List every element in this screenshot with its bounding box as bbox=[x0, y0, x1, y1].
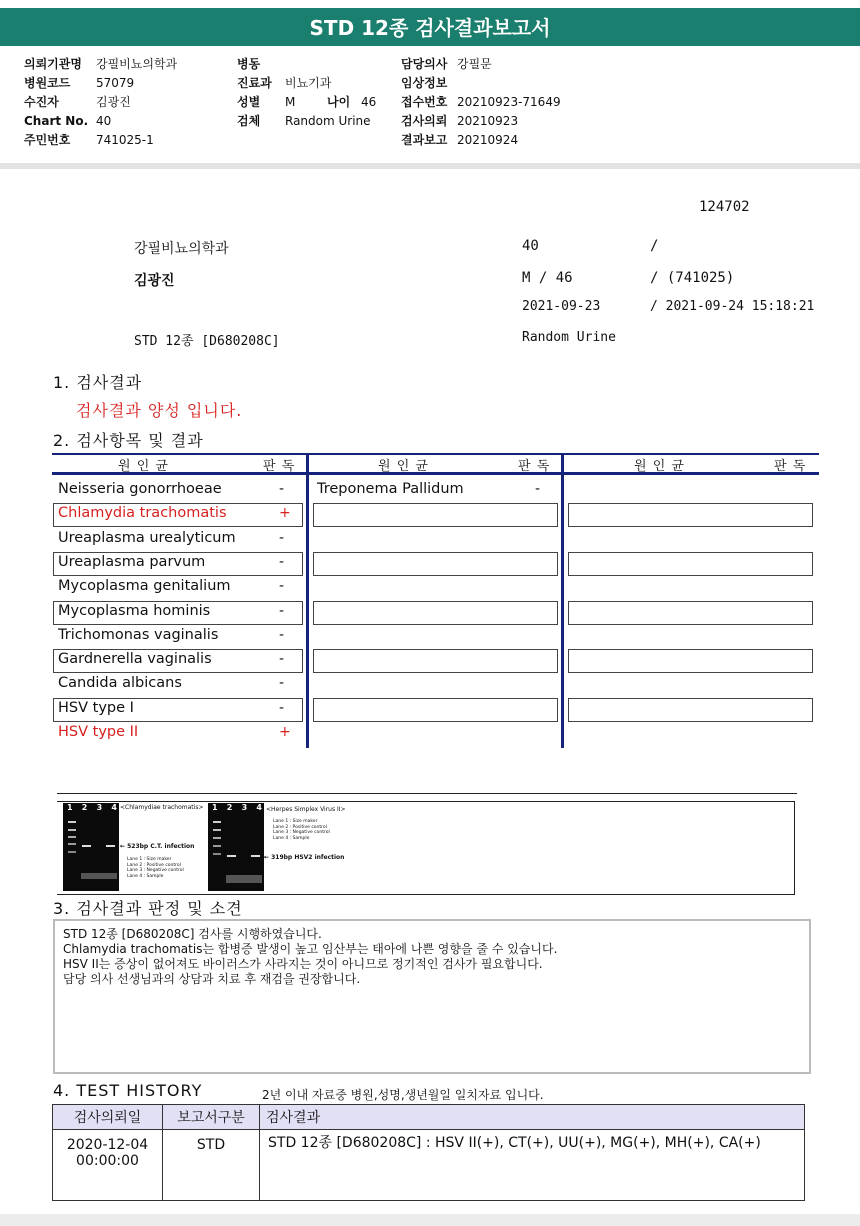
empty-result-box bbox=[313, 601, 558, 625]
history-header-result: 검사결과 bbox=[260, 1105, 805, 1130]
label-specimen: 검체 bbox=[237, 114, 261, 128]
empty-result-box bbox=[568, 601, 813, 625]
table-row bbox=[53, 1130, 805, 1201]
gel-photo-hsv2 bbox=[208, 803, 264, 891]
gel-left-lane-4: 4 bbox=[111, 803, 117, 812]
footer-bar bbox=[0, 1214, 860, 1226]
pathogen-result: + bbox=[279, 505, 291, 522]
pathogen-name: HSV type I bbox=[58, 699, 134, 716]
value-age: 46 bbox=[361, 95, 377, 109]
summary-report-datetime: / 2021-09-24 15:18:21 bbox=[650, 299, 815, 314]
history-header-date: 검사의뢰일 bbox=[53, 1105, 163, 1130]
section1-result: 검사결과 양성 입니다. bbox=[76, 401, 243, 420]
empty-result-box bbox=[313, 503, 558, 527]
gel-right-lane-2: 2 bbox=[226, 803, 233, 812]
empty-result-box bbox=[313, 698, 558, 722]
value-doctor: 강필문 bbox=[457, 57, 492, 71]
col1-header-result: 판 독 bbox=[263, 459, 296, 474]
gel-left-title: <Chlamydiae trachomatis> bbox=[120, 804, 204, 811]
report-number: 124702 bbox=[699, 199, 750, 215]
pathogen-result: - bbox=[279, 675, 285, 692]
gel-right-legend-2: Lane 2 : Positive control bbox=[273, 824, 327, 830]
empty-result-box bbox=[568, 503, 813, 527]
header-col3 bbox=[401, 55, 561, 150]
gel-right-lane-1: 1 bbox=[212, 803, 218, 812]
pathogen-name: Treponema Pallidum bbox=[317, 481, 464, 497]
pathogen-name: Chlamydia trachomatis bbox=[58, 505, 227, 522]
section2-title: 2. 검사항목 및 결과 bbox=[53, 431, 204, 450]
gel-right-legend-3: Lane 3 : Negative control bbox=[273, 830, 330, 835]
label-resident-no: 주민번호 bbox=[24, 133, 71, 147]
pathogen-name: Ureaplasma urealyticum bbox=[58, 529, 236, 546]
gel-right-legend-1: Lane 1 : Size maker bbox=[273, 819, 318, 824]
label-department: 진료과 bbox=[237, 76, 272, 90]
pathogen-result: - bbox=[279, 651, 285, 668]
history-table bbox=[52, 1104, 805, 1201]
history-time: 00:00:00 bbox=[76, 1153, 139, 1169]
value-chart-no: 40 bbox=[96, 114, 112, 128]
summary-sex-age: M / 46 bbox=[522, 270, 573, 286]
history-header-row bbox=[53, 1105, 805, 1130]
col3-header-result: 판 독 bbox=[774, 459, 807, 474]
pathogen-result: - bbox=[279, 481, 285, 497]
grid-divider-1 bbox=[306, 453, 309, 748]
gel-left-lane-2: 2 bbox=[81, 803, 88, 812]
history-type: STD bbox=[163, 1130, 260, 1201]
finding-line-3: HSV II는 증상이 없어져도 바이러스가 사라지는 것이 아니므로 정기적인 검사가 필요합니다. bbox=[63, 957, 543, 971]
history-header-type: 보고서구분 bbox=[163, 1105, 260, 1130]
pathogen-name: Trichomonas vaginalis bbox=[58, 626, 219, 643]
history-date: 2020-12-04 bbox=[66, 1137, 149, 1153]
label-report-date: 결과보고 bbox=[401, 133, 448, 147]
label-age: 나이 bbox=[327, 95, 351, 109]
label-clinical-info: 임상정보 bbox=[401, 76, 448, 90]
label-patient: 수진자 bbox=[24, 95, 59, 109]
col1-header-pathogen: 원 인 균 bbox=[118, 459, 169, 474]
pathogen-name: Neisseria gonorrhoeae bbox=[58, 481, 222, 497]
empty-result-box bbox=[568, 552, 813, 576]
header-divider bbox=[0, 163, 860, 169]
label-request-date: 검사의뢰 bbox=[401, 114, 448, 128]
gel-left-legend-1: Lane 1 : Size maker bbox=[127, 857, 172, 862]
gel-left-legend-2: Lane 2 : Positive control bbox=[127, 862, 181, 868]
gel-right-legend bbox=[273, 819, 330, 841]
pathogen-result: - bbox=[279, 602, 285, 619]
gel-left-band-label: ← 523bp C.T. infection bbox=[120, 843, 195, 850]
summary-specimen: Random Urine bbox=[522, 330, 616, 345]
header-col1 bbox=[24, 55, 177, 150]
label-sex: 성별 bbox=[237, 95, 261, 109]
gel-left-legend bbox=[127, 857, 184, 879]
label-hospital-code: 병원코드 bbox=[24, 76, 71, 90]
pathogen-name: HSV type II bbox=[58, 724, 139, 740]
finding-line-2: Chlamydia trachomatis는 합병증 발생이 높고 임산부는 태아에 나쁜 영향을 줄 수 있습니다. bbox=[63, 942, 558, 956]
col3-header-pathogen: 원 인 균 bbox=[634, 459, 685, 474]
pathogen-name: Candida albicans bbox=[58, 675, 182, 692]
history-result: STD 12종 [D680208C] : HSV II(+), CT(+), UU(+), MG(+), MH(+), CA(+) bbox=[260, 1130, 805, 1201]
grid-divider-2 bbox=[561, 453, 564, 748]
value-specimen: Random Urine bbox=[285, 114, 371, 128]
pathogen-result: + bbox=[279, 724, 291, 740]
section4-title: 4. TEST HISTORY bbox=[53, 1081, 203, 1100]
col2-header-pathogen: 원 인 균 bbox=[378, 459, 429, 474]
summary-test-name: STD 12종 [D680208C] bbox=[134, 334, 280, 349]
summary-hospital: 강필비뇨의학과 bbox=[134, 241, 229, 257]
gel-left-lane-1: 1 bbox=[67, 803, 73, 812]
section1-title: 1. 검사결과 bbox=[53, 373, 143, 392]
summary-slash: / bbox=[650, 238, 659, 254]
value-report-date: 20210924 bbox=[457, 133, 519, 147]
gel-right-legend-4: Lane 4 : Sample bbox=[273, 835, 310, 841]
label-receipt-no: 접수번호 bbox=[401, 95, 448, 109]
gel-photo-chlamydia bbox=[63, 803, 119, 891]
summary-patient: 김광진 bbox=[134, 273, 175, 289]
findings-panel bbox=[53, 919, 811, 1074]
finding-line-1: STD 12종 [D680208C] 검사를 시행하였습니다. bbox=[63, 927, 322, 941]
summary-chart-no: 40 bbox=[522, 238, 539, 254]
gel-left-lane-3: 3 bbox=[96, 803, 103, 812]
pathogen-name: Ureaplasma parvum bbox=[58, 553, 206, 570]
empty-result-box bbox=[568, 649, 813, 673]
pathogen-name: Mycoplasma genitalium bbox=[58, 578, 231, 595]
empty-result-box bbox=[313, 552, 558, 576]
label-ward: 병동 bbox=[237, 57, 261, 71]
pathogen-result: - bbox=[279, 626, 285, 643]
summary-request-date: 2021-09-23 bbox=[522, 299, 601, 314]
gel-right-band-label: ← 319bp HSV2 infection bbox=[264, 854, 345, 861]
label-doctor: 담당의사 bbox=[401, 57, 448, 71]
value-department: 비뇨기과 bbox=[285, 76, 332, 90]
value-patient: 김광진 bbox=[96, 95, 131, 109]
finding-line-4: 담당 의사 선생님과의 상담과 치료 후 재검을 권장합니다. bbox=[63, 972, 361, 986]
empty-result-box bbox=[313, 649, 558, 673]
value-hospital-code: 57079 bbox=[96, 76, 135, 90]
pathogen-name: Gardnerella vaginalis bbox=[58, 651, 212, 668]
label-chart-no: Chart No. bbox=[24, 114, 89, 128]
pathogen-result: - bbox=[279, 699, 285, 716]
pathogen-result: - bbox=[279, 553, 285, 570]
value-sex: M bbox=[285, 95, 296, 109]
header-col2 bbox=[237, 55, 376, 131]
label-institution: 의뢰기관명 bbox=[24, 57, 82, 71]
gel-left-legend-3: Lane 3 : Negative control bbox=[127, 868, 184, 873]
value-institution: 강필비뇨의학과 bbox=[96, 57, 178, 71]
pathogen-result: - bbox=[279, 578, 285, 595]
report-title: STD 12종 검사결과보고서 bbox=[0, 8, 860, 46]
history-date-cell bbox=[53, 1130, 163, 1201]
value-request-date: 20210923 bbox=[457, 114, 519, 128]
pathogen-result: - bbox=[535, 481, 541, 497]
col2-header-result: 판 독 bbox=[518, 459, 551, 474]
gel-right-title: <Herpes Simplex Virus II> bbox=[266, 806, 346, 813]
summary-id: / (741025) bbox=[650, 270, 735, 286]
gel-left-legend-4: Lane 4 : Sample bbox=[127, 873, 164, 879]
gel-image-frame bbox=[57, 793, 797, 894]
value-receipt-no: 20210923-71649 bbox=[457, 95, 561, 109]
section3-title: 3. 검사결과 판정 및 소견 bbox=[53, 899, 243, 918]
gel-right-lane-3: 3 bbox=[241, 803, 248, 812]
section4-note: 2년 이내 자료중 병원,성명,생년월일 일치자료 입니다. bbox=[262, 1088, 544, 1102]
gel-right-lane-4: 4 bbox=[256, 803, 262, 812]
value-resident-no: 741025-1 bbox=[96, 133, 154, 147]
pathogen-name: Mycoplasma hominis bbox=[58, 602, 211, 619]
pathogen-result: - bbox=[279, 529, 285, 546]
empty-result-box bbox=[568, 698, 813, 722]
